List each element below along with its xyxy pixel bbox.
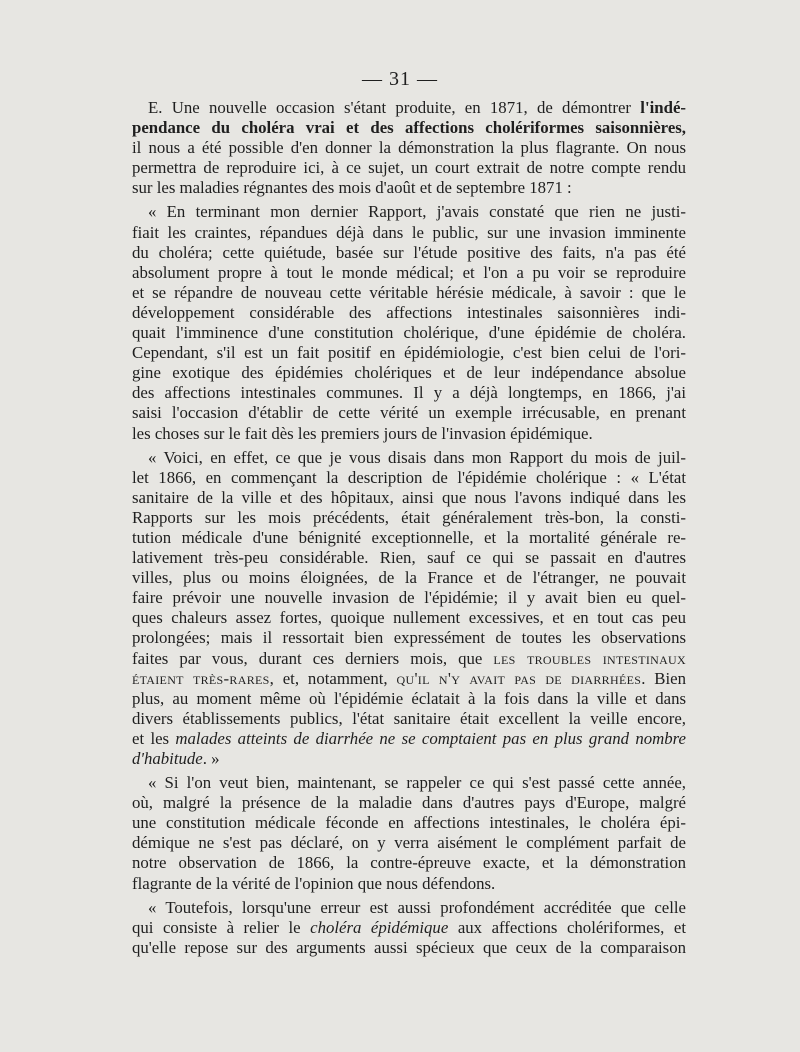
bold-text: pendance du choléra vrai et des affections cholériformes saisonnières, (132, 118, 686, 138)
text-segment: lativement très-peu considérable. Rien, sauf ce qui se passait en d'autres (132, 548, 686, 568)
text-line (132, 689, 686, 709)
text-segment: une constitution médicale féconde en affections intestinales, le choléra épi- (132, 813, 686, 833)
text-line (132, 528, 686, 548)
text-line (132, 548, 686, 568)
bold-text: l'indé- (640, 98, 686, 117)
text-line (132, 588, 686, 608)
text-line (132, 568, 686, 588)
text-line (132, 874, 686, 894)
text-segment: tution médicale d'une bénignité exceptionnelle, et la mortalité générale re- (132, 527, 686, 547)
text-segment: Cependant, s'il est un fait positif en épidémiologie, c'est bien celui de l'ori- (132, 343, 686, 363)
text-segment: plus, au moment même où l'épidémie éclatait à la fois dans la ville et dans (132, 688, 686, 708)
text-line (132, 178, 686, 198)
text-line (132, 363, 686, 383)
text-segment: fiait les craintes, répandues déjà dans le public, sur une invasion imminente (132, 222, 686, 242)
small-caps-text: les troubles intestinaux (493, 648, 686, 668)
text-line (132, 263, 686, 283)
text-line (132, 403, 686, 423)
text-segment: faites par vous, durant ces derniers mois, que (132, 648, 494, 668)
text-line (132, 918, 686, 938)
text-segment: démique ne s'est pas déclaré, on y verra aisément le complément parfait de (132, 833, 686, 853)
text-segment: « Toutefois, lorsqu'une erreur est aussi profondément accréditée que celle (148, 897, 686, 917)
text-segment: du choléra; cette quiétude, basée sur l'étude positive des faits, n'a pas été (132, 242, 686, 262)
text-segment: flagrante de la vérité de l'opinion que nous défendons. (132, 873, 496, 893)
text-line (132, 709, 686, 729)
text-line (132, 938, 686, 958)
italic-text: d'habitude (132, 749, 203, 768)
text-line (132, 243, 686, 263)
text-segment: divers établissements publics, l'état sanitaire était excellent la veille encore, (132, 708, 686, 728)
text-segment: qui consiste à relier le (132, 917, 311, 937)
text-segment: sur les maladies régnantes des mois d'août et de septembre 1871 : (132, 178, 572, 198)
text-line (132, 853, 686, 873)
text-segment: let 1866, en commençant la description de l'épidémie cholérique : « L'état (132, 467, 686, 487)
text-segment: les choses sur le fait dès les premiers jours de l'invasion épidémique. (132, 423, 593, 443)
text-segment: prolongées; mais il ressortait bien expressément de toutes les observations (132, 628, 686, 648)
page-number: — 31 — (362, 68, 438, 90)
text-line (132, 488, 686, 508)
text-segment: qu'elle repose sur des arguments aussi spécieux que ceux de la comparaison (132, 937, 686, 957)
text-line (132, 793, 686, 813)
text-line (132, 202, 686, 222)
text-line (132, 223, 686, 243)
text-segment: notre observation de 1866, la contre-épreuve exacte, et la démonstration (132, 853, 686, 873)
text-segment: permettra de reproduire ici, à ce sujet, un court extrait de notre compte rendu (132, 158, 686, 178)
text-segment: « Si l'on veut bien, maintenant, se rappeler ce qui s'est passé cette année, (148, 773, 686, 793)
text-segment: , et, notamment, (269, 668, 397, 688)
text-segment: quait l'imminence d'une constitution cholérique, d'une épidémie de choléra. (132, 323, 686, 343)
text-line (132, 343, 686, 363)
text-line (132, 424, 686, 444)
text-segment: . » (202, 749, 220, 768)
text-line (132, 303, 686, 323)
text-segment: Rapports sur les mois précédents, était généralement très-bon, la consti- (132, 507, 686, 527)
small-caps-text: qu'il n'y avait pas de diarrhées (396, 668, 642, 688)
text-line (132, 118, 686, 138)
text-line (132, 729, 686, 749)
text-segment: et les (132, 728, 176, 748)
text-segment: absolument propre à tout le monde médical; et l'on a pu voir se reproduire (132, 262, 686, 282)
text-segment: il nous a été possible d'en donner la démonstration la plus flagrante. On nous (132, 138, 686, 158)
text-line (132, 283, 686, 303)
text-segment: « Voici, en effet, ce que je vous disais dans mon Rapport du mois de juil- (148, 447, 686, 467)
text-segment: E. Une nouvelle occasion s'étant produite, en 1871, de démontrer (148, 98, 641, 117)
text-line (132, 138, 686, 158)
text-segment: des affections intestinales communes. Il y a déjà longtemps, en 1866, j'ai (132, 383, 686, 403)
text-line (132, 813, 686, 833)
text-segment: gine exotique des épidémies cholériques et de leur indépendance absolue (132, 363, 686, 383)
small-caps-text: étaient très-rares (132, 668, 270, 688)
text-segment: villes, plus ou moins éloignées, de la France et de l'étranger, ne pouvait (132, 568, 686, 588)
text-segment: développement considérable des affections intestinales saisonnières indi- (132, 302, 686, 322)
text-line (132, 323, 686, 343)
text-line (132, 383, 686, 403)
text-line (132, 833, 686, 853)
text-segment: . Bien (641, 668, 686, 688)
italic-text: malades atteints de diarrhée ne se comptaient pas en plus grand nombre (175, 728, 686, 748)
text-segment: saisi l'occasion d'établir de cette vérité un exemple irrécusable, en prenant (132, 403, 686, 423)
text-line (132, 669, 686, 689)
text-line (132, 649, 686, 669)
italic-text: choléra épidémique (310, 917, 449, 937)
text-line (132, 448, 686, 468)
text-line (132, 98, 686, 118)
text-line (132, 898, 686, 918)
text-line (132, 628, 686, 648)
text-segment: aux affections cholériformes, et (448, 917, 686, 937)
text-segment: faire prévoir une nouvelle invasion de l'épidémie; il y avait bien eu quel- (132, 588, 686, 608)
text-line (132, 468, 686, 488)
text-segment: et se répandre de nouveau cette véritable hérésie médicale, à savoir : que le (132, 282, 686, 302)
body-text (132, 98, 686, 958)
text-line (132, 158, 686, 178)
text-line (132, 749, 686, 769)
text-segment: « En terminant mon dernier Rapport, j'avais constaté que rien ne justi- (148, 202, 686, 222)
text-line (132, 773, 686, 793)
text-segment: sanitaire de la ville et des hôpitaux, ainsi que nous l'avons indiqué dans les (132, 487, 686, 507)
text-line (132, 508, 686, 528)
text-segment: ques chaleurs assez fortes, quoique nullement excessives, et en tout cas peu (132, 608, 686, 628)
text-segment: où, malgré la présence de la maladie dans d'autres pays d'Europe, malgré (132, 793, 686, 813)
text-line (132, 608, 686, 628)
